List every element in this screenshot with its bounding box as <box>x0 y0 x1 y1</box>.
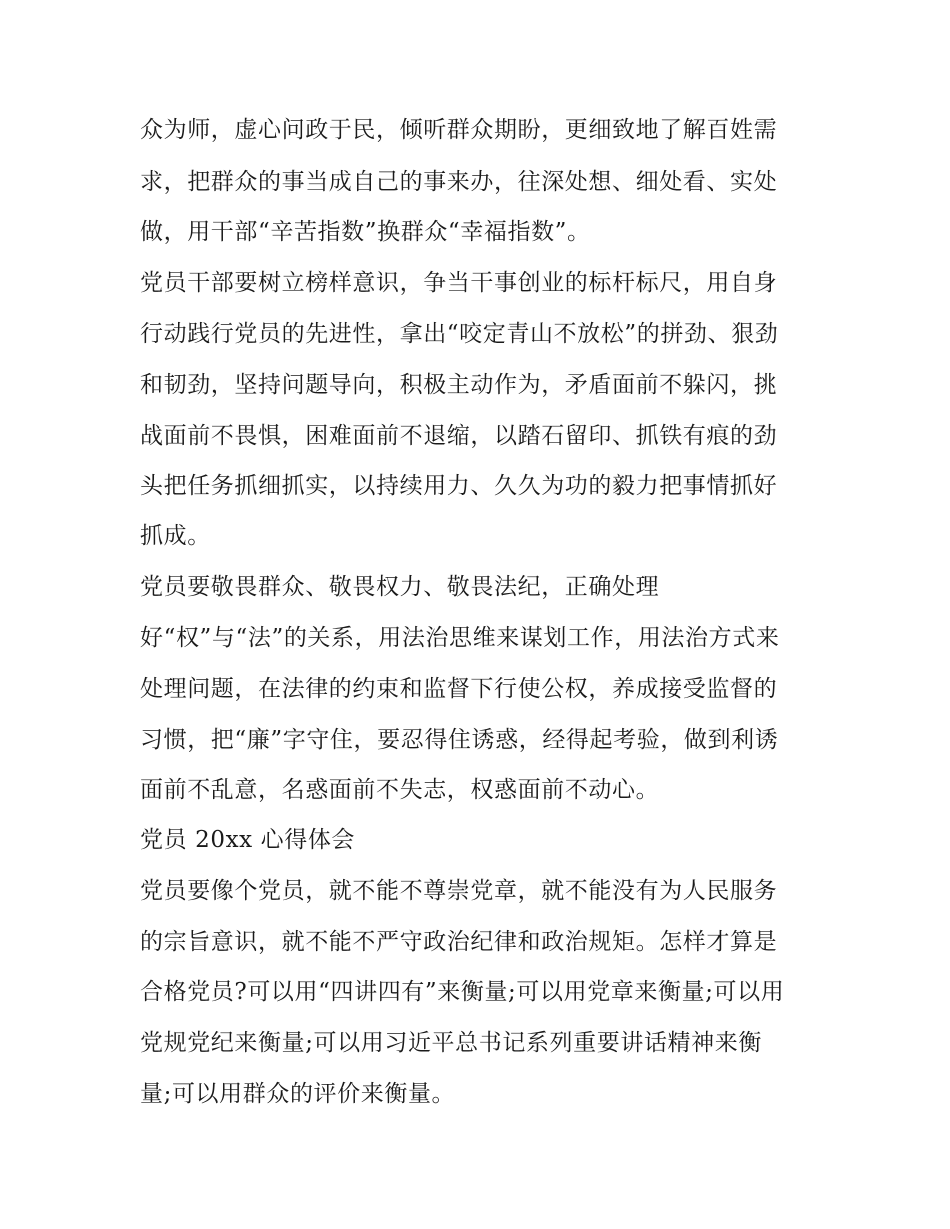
text-line: 头把任务抓细抓实，以持续用力、久久为功的毅力把事情抓好 <box>140 473 778 499</box>
text-line: 习惯，把“廉”字守住，要忍得住诱惑，经得起考验，做到利诱 <box>140 727 779 753</box>
text-line: 抓成。 <box>140 523 211 549</box>
text-line: 的宗旨意识，就不能不严守政治纪律和政治规矩。怎样才算是 <box>140 929 778 955</box>
text-line: 合格党员?可以用“四讲四有”来衡量;可以用党章来衡量;可以用 <box>140 979 785 1005</box>
text-line: 做，用干部“辛苦指数”换群众“幸福指数”。 <box>140 219 591 245</box>
section-heading: 党员 20xx 心得体会 <box>140 827 356 853</box>
text-line: 面前不乱意，名惑面前不失志，权惑面前不动心。 <box>140 777 660 803</box>
text-line: 量;可以用群众的评价来衡量。 <box>140 1081 456 1107</box>
text-line: 战面前不畏惧，困难面前不退缩，以踏石留印、抓铁有痕的劲 <box>140 423 778 449</box>
text-line: 和韧劲，坚持问题导向，积极主动作为，矛盾面前不躲闪，挑 <box>140 372 778 398</box>
text-line: 行动践行党员的先进性，拿出“咬定青山不放松”的拼劲、狠劲 <box>140 321 779 347</box>
text-line: 党员要敬畏群众、敬畏权力、敬畏法纪，正确处理 <box>140 574 660 600</box>
text-line: 党员干部要树立榜样意识，争当干事创业的标杆标尺，用自身 <box>140 270 778 296</box>
text-line: 好“权”与“法”的关系，用法治思维来谋划工作，用法治方式来 <box>140 625 780 651</box>
text-line: 党规党纪来衡量;可以用习近平总书记系列重要讲话精神来衡 <box>140 1030 762 1056</box>
text-line: 处理问题，在法律的约束和监督下行使公权，养成接受监督的 <box>140 676 778 702</box>
text-line: 求，把群众的事当成自己的事来办，往深处想、细处看、实处 <box>140 169 778 195</box>
text-line: 党员要像个党员，就不能不尊崇党章，就不能没有为人民服务 <box>140 878 778 904</box>
text-line: 众为师，虚心问政于民，倾听群众期盼，更细致地了解百姓需 <box>140 117 778 143</box>
